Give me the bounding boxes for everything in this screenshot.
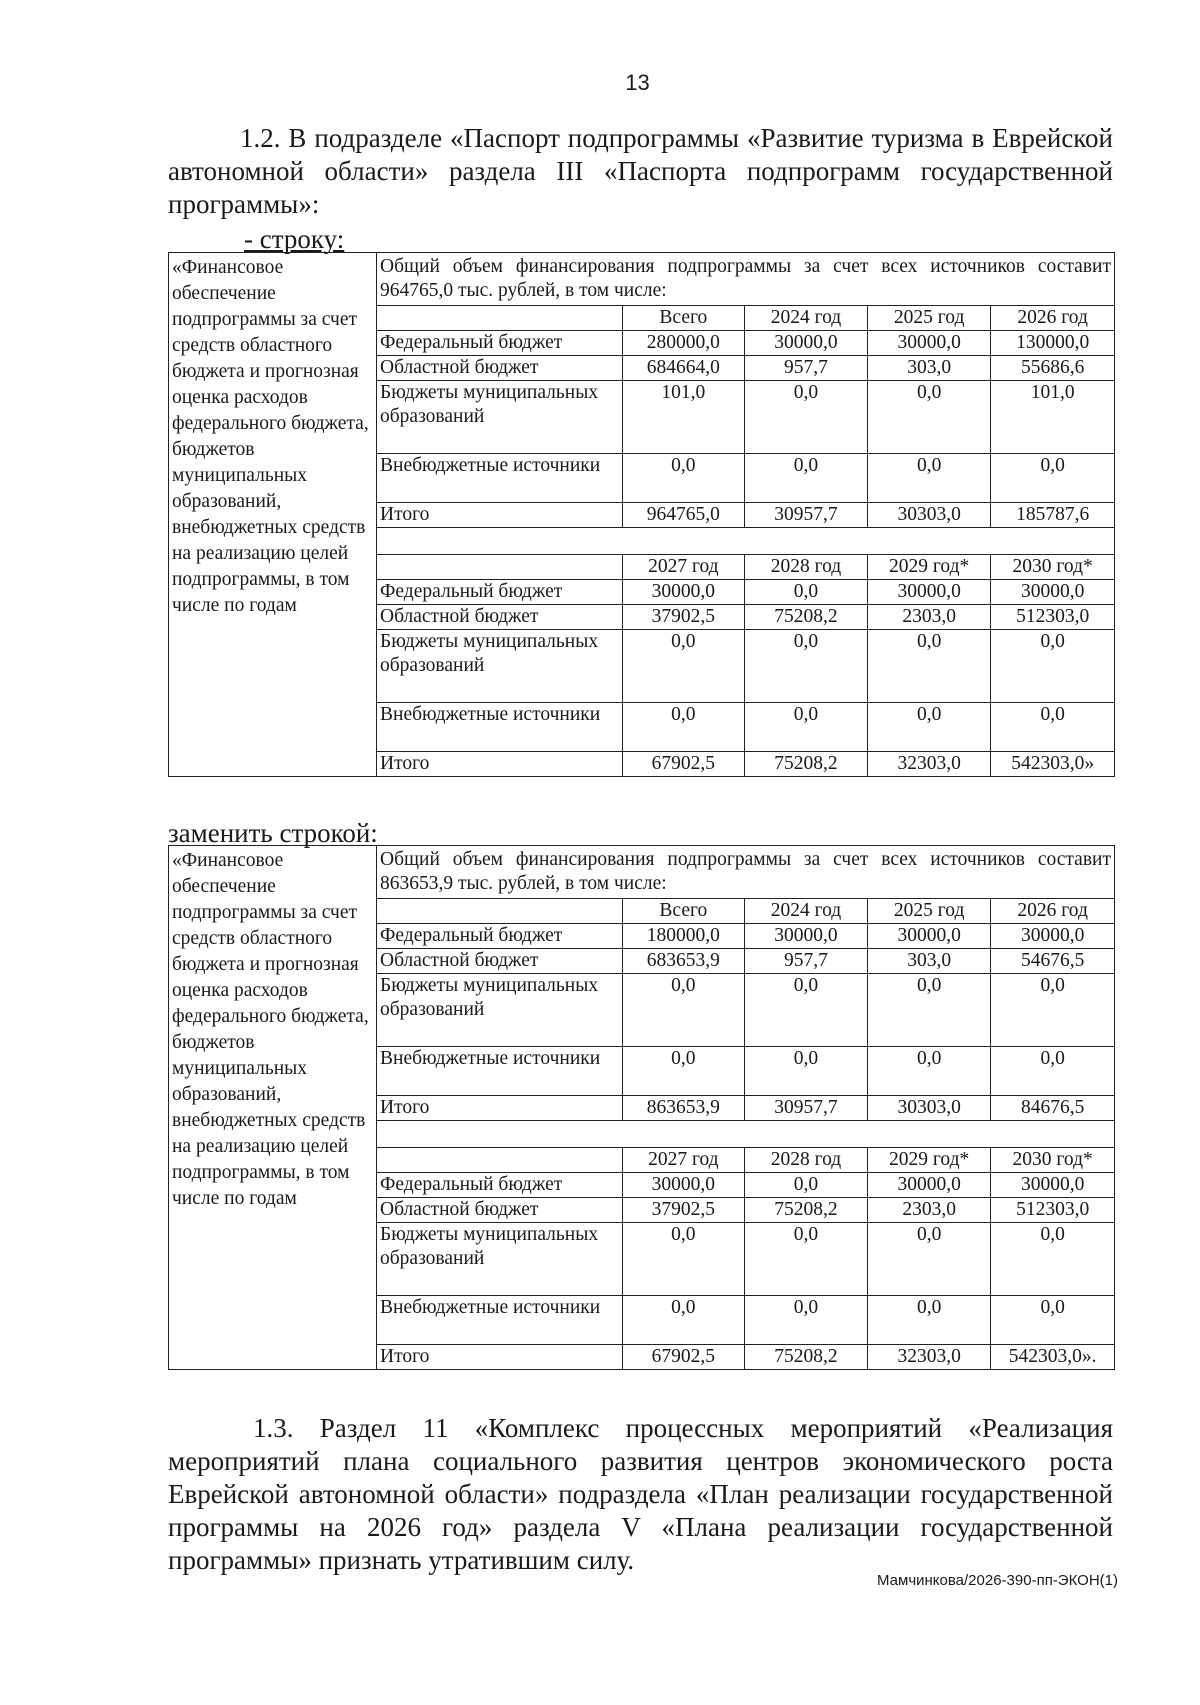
table-cell: 32303,0: [868, 752, 991, 777]
intro-text: 1.2. В подразделе «Паспорт подпрограммы «Развитие туризма в Еврейской автономной области» раздела III «Паспорта подпрограмм государственной программы»:: [168, 123, 1113, 219]
header-cell: 2025 год: [868, 306, 991, 331]
header-cell: 2030 год*: [991, 555, 1114, 580]
table-cell: 2303,0: [868, 605, 991, 630]
row-label: Итого: [377, 503, 622, 528]
closing-paragraph: [168, 1412, 1113, 1577]
table-cell: 75208,2: [744, 752, 867, 777]
table-cell: 75208,2: [744, 605, 867, 630]
table-cell: 0,0: [744, 454, 867, 503]
table-cell: 542303,0»: [991, 752, 1114, 777]
table-cell: 0,0: [744, 580, 867, 605]
table-cell: 303,0: [868, 949, 991, 974]
table-cell: 30000,0: [868, 331, 991, 356]
row-label: Бюджеты муниципальных образований: [377, 974, 622, 1047]
old-passport-table: [168, 252, 1115, 777]
table-row: [377, 454, 1114, 503]
row-label: Внебюджетные источники: [377, 1296, 622, 1345]
table-cell: 0,0: [868, 381, 991, 454]
old-finance-table: [377, 306, 1114, 776]
table-cell: 37902,5: [622, 605, 744, 630]
table-cell: 185787,6: [991, 503, 1114, 528]
header-cell: [377, 306, 622, 331]
table-cell: 964765,0: [622, 503, 744, 528]
row-label: Областной бюджет: [377, 949, 622, 974]
table-cell: 684664,0: [622, 356, 744, 381]
table-row: [377, 503, 1114, 528]
table-cell: 0,0: [744, 1047, 867, 1096]
table-cell: 0,0: [868, 974, 991, 1047]
table-cell: 0,0: [744, 703, 867, 752]
table-cell: 0,0: [991, 1047, 1114, 1096]
table-row: [377, 605, 1114, 630]
table-cell: 32303,0: [868, 1345, 991, 1370]
table-cell: 0,0: [868, 1296, 991, 1345]
table-row: [377, 703, 1114, 752]
table-cell: 280000,0: [622, 331, 744, 356]
table-row: [377, 1296, 1114, 1345]
table-row: [377, 752, 1114, 777]
table-row: [377, 1345, 1114, 1370]
table-cell: 0,0: [744, 381, 867, 454]
row-label: Внебюджетные источники: [377, 1047, 622, 1096]
header-cell: Всего: [622, 306, 744, 331]
table-cell: 0,0: [622, 1296, 744, 1345]
row-label: Итого: [377, 1096, 622, 1121]
table-cell: 0,0: [622, 974, 744, 1047]
row-label: Бюджеты муниципальных образований: [377, 630, 622, 703]
table-cell: 30000,0: [991, 924, 1114, 949]
old-left-description: «Финансовое обеспечение подпрограммы за счет средств областного бюджета и прогнозная оценка расходов федерального бюджета, бюджетов муниципальных образований, внебюджетных средств на реализацию целей подпрограммы, в том числе по годам: [169, 253, 377, 777]
table-cell: 683653,9: [622, 949, 744, 974]
table-header-row: [377, 555, 1114, 580]
table-cell: 2303,0: [868, 1198, 991, 1223]
table-cell: 0,0: [622, 1223, 744, 1296]
row-label: Итого: [377, 752, 622, 777]
table-cell: 0,0: [744, 630, 867, 703]
header-cell: [377, 899, 622, 924]
header-cell: 2025 год: [868, 899, 991, 924]
table-cell: 0,0: [868, 703, 991, 752]
table-header-row: [377, 306, 1114, 331]
table-cell: 30000,0: [622, 1173, 744, 1198]
row-label: Бюджеты муниципальных образований: [377, 381, 622, 454]
table-row: [377, 924, 1114, 949]
row-label: Областной бюджет: [377, 356, 622, 381]
table-cell: 130000,0: [991, 331, 1114, 356]
spacer-row: [377, 528, 1114, 555]
table-cell: 0,0: [991, 1223, 1114, 1296]
table-row: [377, 1096, 1114, 1121]
header-cell: [377, 555, 622, 580]
table-cell: 512303,0: [991, 1198, 1114, 1223]
table-cell: 55686,6: [991, 356, 1114, 381]
table-cell: 30000,0: [868, 1173, 991, 1198]
table-cell: 54676,5: [991, 949, 1114, 974]
table-cell: 0,0: [991, 630, 1114, 703]
table-cell: 30000,0: [744, 924, 867, 949]
old-row-label: - строку:: [244, 224, 345, 254]
table-cell: 0,0: [868, 630, 991, 703]
table-cell: 67902,5: [622, 1345, 744, 1370]
table-cell: 30000,0: [622, 580, 744, 605]
table-cell: 30000,0: [991, 580, 1114, 605]
table-cell: 0,0: [622, 454, 744, 503]
page-number: 13: [625, 70, 650, 95]
row-label: Федеральный бюджет: [377, 924, 622, 949]
header-cell: 2026 год: [991, 899, 1114, 924]
table-cell: 0,0: [991, 974, 1114, 1047]
table-cell: 542303,0».: [991, 1345, 1114, 1370]
table-cell: 957,7: [744, 356, 867, 381]
table-cell: 30957,7: [744, 1096, 867, 1121]
table-row: [377, 381, 1114, 454]
header-cell: 2028 год: [744, 555, 867, 580]
table-row: [377, 580, 1114, 605]
old-summary: Общий объем финансирования подпрограммы за счет всех источников составит 964765,0 тыс. рублей, в том числе:: [377, 253, 1114, 306]
table-cell: 0,0: [744, 1296, 867, 1345]
table-cell: 30000,0: [744, 331, 867, 356]
spacer-row: [377, 1121, 1114, 1148]
row-label: Федеральный бюджет: [377, 331, 622, 356]
table-cell: 0,0: [991, 454, 1114, 503]
table-cell: 37902,5: [622, 1198, 744, 1223]
table-row: [377, 1198, 1114, 1223]
table-cell: 0,0: [868, 454, 991, 503]
header-cell: 2030 год*: [991, 1148, 1114, 1173]
table-row: [377, 974, 1114, 1047]
table-cell: 30000,0: [868, 580, 991, 605]
row-label: Областной бюджет: [377, 605, 622, 630]
new-finance-table: [377, 899, 1114, 1369]
new-passport-table: [168, 845, 1115, 1370]
header-cell: 2027 год: [622, 1148, 744, 1173]
closing-text: 1.3. Раздел 11 «Комплекс процессных мероприятий «Реализация мероприятий плана социального развития центров экономического роста Еврейской автономной области» подраздела «План реализации государственной программы на 2026 год» раздела V «Плана реализации государственной программы» признать утратившим силу.: [168, 1413, 1113, 1575]
row-label: Внебюджетные источники: [377, 703, 622, 752]
table-cell: 0,0: [868, 1047, 991, 1096]
row-label: Итого: [377, 1345, 622, 1370]
table-cell: 0,0: [622, 1047, 744, 1096]
table-cell: 101,0: [991, 381, 1114, 454]
row-label: Федеральный бюджет: [377, 580, 622, 605]
table-cell: 84676,5: [991, 1096, 1114, 1121]
new-row-label: заменить строкой:: [168, 818, 378, 848]
table-header-row: [377, 1148, 1114, 1173]
table-row: [377, 630, 1114, 703]
header-cell: 2027 год: [622, 555, 744, 580]
table-cell: 180000,0: [622, 924, 744, 949]
table-row: [377, 949, 1114, 974]
new-summary: Общий объем финансирования подпрограммы за счет всех источников составит 863653,9 тыс. рублей, в том числе:: [377, 846, 1114, 899]
table-cell: 863653,9: [622, 1096, 744, 1121]
header-cell: 2029 год*: [868, 1148, 991, 1173]
table-cell: 67902,5: [622, 752, 744, 777]
table-cell: 0,0: [991, 703, 1114, 752]
table-row: [377, 1047, 1114, 1096]
header-cell: 2024 год: [744, 306, 867, 331]
table-cell: 75208,2: [744, 1345, 867, 1370]
table-row: [377, 331, 1114, 356]
row-label: Областной бюджет: [377, 1198, 622, 1223]
table-cell: 0,0: [868, 1223, 991, 1296]
old-finance-cell: [377, 253, 1115, 777]
header-cell: Всего: [622, 899, 744, 924]
header-cell: 2026 год: [991, 306, 1114, 331]
row-label: Внебюджетные источники: [377, 454, 622, 503]
table-cell: 957,7: [744, 949, 867, 974]
table-cell: 30303,0: [868, 503, 991, 528]
table-cell: 30000,0: [991, 1173, 1114, 1198]
table-row: [377, 356, 1114, 381]
header-cell: [377, 1148, 622, 1173]
table-cell: 303,0: [868, 356, 991, 381]
table-cell: 0,0: [622, 703, 744, 752]
row-label: Бюджеты муниципальных образований: [377, 1223, 622, 1296]
table-cell: 30303,0: [868, 1096, 991, 1121]
table-cell: 0,0: [622, 630, 744, 703]
header-cell: 2024 год: [744, 899, 867, 924]
table-cell: 30957,7: [744, 503, 867, 528]
table-header-row: [377, 899, 1114, 924]
table-cell: 30000,0: [868, 924, 991, 949]
header-cell: 2029 год*: [868, 555, 991, 580]
table-cell: 101,0: [622, 381, 744, 454]
new-finance-cell: [377, 846, 1115, 1370]
header-cell: 2028 год: [744, 1148, 867, 1173]
table-cell: 0,0: [991, 1296, 1114, 1345]
row-label: Федеральный бюджет: [377, 1173, 622, 1198]
new-left-description: «Финансовое обеспечение подпрограммы за счет средств областного бюджета и прогнозная оценка расходов федерального бюджета, бюджетов муниципальных образований, внебюджетных средств на реализацию целей подпрограммы, в том числе по годам: [169, 846, 377, 1370]
table-cell: 0,0: [744, 974, 867, 1047]
table-row: [377, 1223, 1114, 1296]
table-cell: 0,0: [744, 1223, 867, 1296]
table-cell: 75208,2: [744, 1198, 867, 1223]
table-cell: 512303,0: [991, 605, 1114, 630]
table-cell: 0,0: [744, 1173, 867, 1198]
document-code: Мамчинкова/2026-390-пп-ЭКОН(1): [877, 1572, 1118, 1589]
table-row: [377, 1173, 1114, 1198]
intro-paragraph: [168, 122, 1113, 221]
